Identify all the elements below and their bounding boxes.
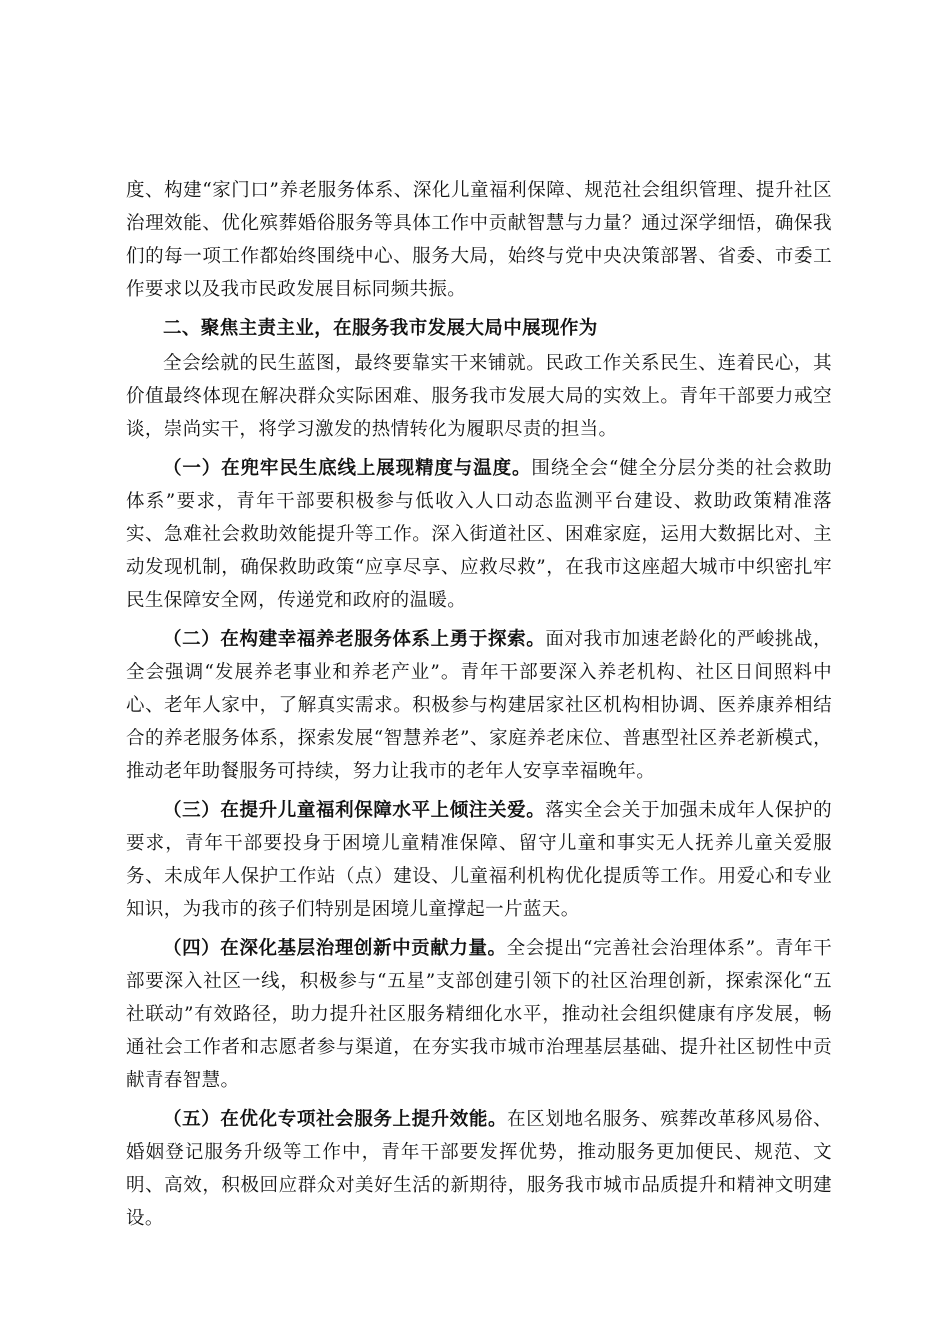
item-paragraph-4 bbox=[126, 932, 832, 1097]
item-lead-5: （五）在优化专项社会服务上提升效能。 bbox=[163, 1109, 508, 1130]
continuation-paragraph: 度、构建“家门口”养老服务体系、深化儿童福利保障、规范社会组织管理、提升社区治理效能、优化殡葬婚俗服务等具体工作中贡献智慧与力量？通过深学细悟，确保我们的每一项工作都始终围绕中心、服务大局，始终与党中央决策部署、省委、市委工作要求以及我市民政发展目标同频共振。 bbox=[126, 180, 832, 300]
item-lead-2: （二）在构建幸福养老服务体系上勇于探索。 bbox=[163, 629, 546, 650]
item-body-5: 在区划地名服务、殡葬改革移风易俗、婚姻登记服务升级等工作中，青年干部要发挥优势，推动服务更加便民、规范、文明、高效，积极回应群众对美好生活的新期待，服务我市城市品质提升和精神文明建设。 bbox=[126, 1109, 832, 1229]
item-body-3: 落实全会关于加强未成年人保护的要求，青年干部要投身于困境儿童精准保障、留守儿童和事实无人抚养儿童关爱服务、未成年人保护工作站（点）建设、儿童福利机构优化提质等工作。用爱心和专业知识，为我市的孩子们特别是困境儿童撑起一片蓝天。 bbox=[126, 800, 832, 920]
item-body-2: 面对我市加速老龄化的严峻挑战，全会强调“发展养老事业和养老产业”。青年干部要深入养老机构、社区日间照料中心、老年人家中，了解真实需求。积极参与构建居家社区机构相协调、医养康养相结合的养老服务体系，探索发展“智慧养老”、家庭养老床位、普惠型社区养老新模式，推动老年助餐服务可持续，努力让我市的老年人安享幸福晚年。 bbox=[126, 629, 832, 782]
section-heading: 二、聚焦主责主业，在服务我市发展大局中展现作为 bbox=[163, 318, 598, 339]
item-lead-1: （一）在兜牢民生底线上展现精度与温度。 bbox=[163, 458, 532, 479]
item-paragraph-3 bbox=[126, 794, 832, 926]
document-body bbox=[126, 174, 832, 1235]
item-lead-3: （三）在提升儿童福利保障水平上倾注关爱。 bbox=[163, 800, 546, 821]
item-paragraph-2 bbox=[126, 623, 832, 788]
item-lead-4: （四）在深化基层治理创新中贡献力量。 bbox=[163, 938, 507, 959]
item-body-1: 围绕全会“健全分层分类的社会救助体系”要求，青年干部要积极参与低收入人口动态监测平台建设、救助政策精准落实、急难社会救助效能提升等工作。深入街道社区、困难家庭，运用大数据比对、主动发现机制，确保救助政策“应享尽享、应救尽救”，在我市这座超大城市中织密扎牢民生保障安全网，传递党和政府的温暖。 bbox=[126, 458, 832, 611]
intro-paragraph: 全会绘就的民生蓝图，最终要靠实干来铺就。民政工作关系民生、连着民心，其价值最终体现在解决群众实际困难、服务我市发展大局的实效上。青年干部要力戒空谈，崇尚实干，将学习激发的热情转化为履职尽责的担当。 bbox=[126, 353, 832, 440]
item-body-4: 全会提出“完善社会治理体系”。青年干部要深入社区一线，积极参与“五星”支部创建引领下的社区治理创新，探索深化“五社联动”有效路径，助力提升社区服务精细化水平，推动社会组织健康有序发展，畅通社会工作者和志愿者参与渠道，在夯实我市城市治理基层基础、提升社区韧性中贡献青春智慧。 bbox=[126, 938, 832, 1091]
item-paragraph-1 bbox=[126, 452, 832, 617]
item-paragraph-5 bbox=[126, 1103, 832, 1235]
